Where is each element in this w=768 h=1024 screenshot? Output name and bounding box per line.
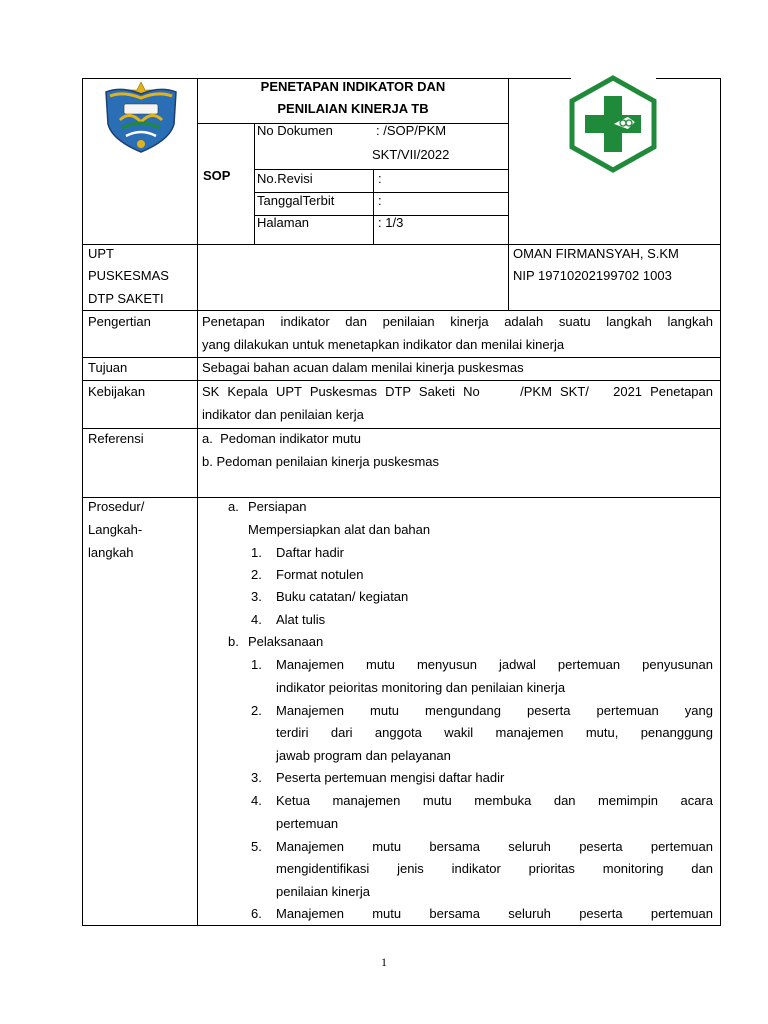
list-item: Manajemen mutu menyusun jadwal pertemuan penyusunan: [276, 657, 713, 672]
list-item: Manajemen mutu bersama seluruh peserta pertemuan: [276, 906, 713, 921]
list-item: Buku catatan/ kegiatan: [276, 589, 409, 604]
list-item-number: 4.: [251, 612, 262, 627]
org-line3: DTP SAKETI: [88, 291, 164, 306]
table-border-top-right: [656, 78, 720, 79]
list-item: penilaian kinerja: [276, 884, 370, 899]
kebijakan-row-bottom: [82, 428, 720, 429]
prosedur-label-line2: Langkah-: [88, 522, 143, 537]
meta-label-tanggal-terbit: TanggalTerbit: [257, 193, 335, 208]
meta-label-halaman: Halaman: [257, 215, 310, 230]
table-border-right: [720, 78, 721, 926]
page-number: 1: [381, 955, 387, 969]
list-item: Peserta pertemuan mengisi daftar hadir: [276, 770, 505, 785]
prosedur-label-line1: Prosedur/: [88, 499, 145, 514]
pengertian-text-line2: yang dilakukan untuk menetapkan indikator dan menilai kinerja: [202, 337, 565, 352]
step-a-title: Persiapan: [248, 499, 307, 514]
step-a-marker: a.: [228, 499, 239, 514]
prosedur-label-line3: langkah: [88, 545, 134, 560]
title-divider: [197, 123, 508, 124]
document-title-line1: PENETAPAN INDIKATOR DAN: [260, 79, 446, 94]
list-item-number: 3.: [251, 770, 262, 785]
list-item: Manajemen mutu bersama seluruh peserta pertemuan: [276, 839, 713, 854]
meta-value-halaman: : 1/3: [378, 215, 404, 230]
step-a-intro: Mempersiapkan alat dan bahan: [248, 522, 431, 537]
col-divider-logo: [508, 78, 509, 310]
referensi-row-bottom: [82, 497, 720, 498]
list-item: Alat tulis: [276, 612, 326, 627]
meta-value-no-dokumen-cont: SKT/VII/2022: [372, 147, 450, 162]
list-item-number: 1.: [251, 545, 262, 560]
sop-label: SOP: [203, 168, 231, 183]
list-item-number: 5.: [251, 839, 262, 854]
meta-label-no-dokumen: No Dokumen: [257, 123, 333, 138]
list-item-number: 3.: [251, 589, 262, 604]
signer-nip: NIP 19710202199702 1003: [513, 268, 672, 283]
col-divider-1: [197, 78, 198, 926]
meta-value-tanggal-terbit: :: [378, 193, 382, 208]
referensi-item-a: a. Pedoman indikator mutu: [202, 431, 361, 446]
tujuan-text: Sebagai bahan acuan dalam menilai kinerja puskesmas: [202, 360, 524, 375]
list-item: pertemuan: [276, 816, 339, 831]
kebijakan-label: Kebijakan: [88, 384, 146, 399]
list-item: jawab program dan pelayanan: [276, 748, 451, 763]
referensi-item-b: b. Pedoman penilaian kinerja puskesmas: [202, 454, 440, 469]
org-line1: UPT: [88, 246, 114, 261]
pengertian-label: Pengertian: [88, 314, 151, 329]
signer-name: OMAN FIRMANSYAH, S.KM: [513, 246, 679, 261]
list-item: Ketua manajemen mutu membuka dan memimpin acara: [276, 793, 713, 808]
list-item-number: 1.: [251, 657, 262, 672]
list-item-number: 4.: [251, 793, 262, 808]
step-b-marker: b.: [228, 634, 239, 649]
list-item: Format notulen: [276, 567, 364, 582]
meta-value-no-dokumen: : /SOP/PKM: [376, 123, 447, 138]
list-item: Manajemen mutu mengundang peserta pertemuan yang: [276, 703, 713, 718]
list-item-number: 2.: [251, 567, 262, 582]
kebijakan-text-line1: SK Kepala UPT Puskesmas DTP Saketi No /PKM SKT/ 2021 Penetapan: [202, 384, 713, 399]
list-item: Daftar hadir: [276, 545, 344, 560]
document-title-line2: PENILAIAN KINERJA TB: [277, 101, 429, 116]
kebijakan-text-line2: indikator dan penilaian kerja: [202, 407, 364, 422]
list-item-number: 6.: [251, 906, 262, 921]
puskesmas-logo: [566, 74, 660, 174]
meta-value-divider: [373, 169, 374, 244]
step-b-title: Pelaksanaan: [248, 634, 324, 649]
tujuan-label: Tujuan: [88, 360, 128, 375]
list-item-number: 2.: [251, 703, 262, 718]
list-item: indikator peioritas monitoring dan penilaian kinerja: [276, 680, 566, 695]
meta-value-no-revisi: :: [378, 171, 382, 186]
table-border-left: [82, 78, 83, 926]
meta-label-no-revisi: No.Revisi: [257, 171, 313, 186]
meta-col-divider: [254, 123, 255, 244]
table-border-bottom: [82, 925, 720, 926]
list-item: mengidentifikasi jenis indikator prioritas monitoring dan: [276, 861, 713, 876]
org-line2: PUSKESMAS: [88, 268, 169, 283]
pengertian-text-line1: Penetapan indikator dan penilaian kinerja adalah suatu langkah langkah: [202, 314, 713, 329]
list-item: terdiri dari anggota wakil manajemen mutu, penanggung: [276, 725, 713, 740]
regency-seal-logo: [100, 80, 182, 154]
referensi-label: Referensi: [88, 431, 144, 446]
